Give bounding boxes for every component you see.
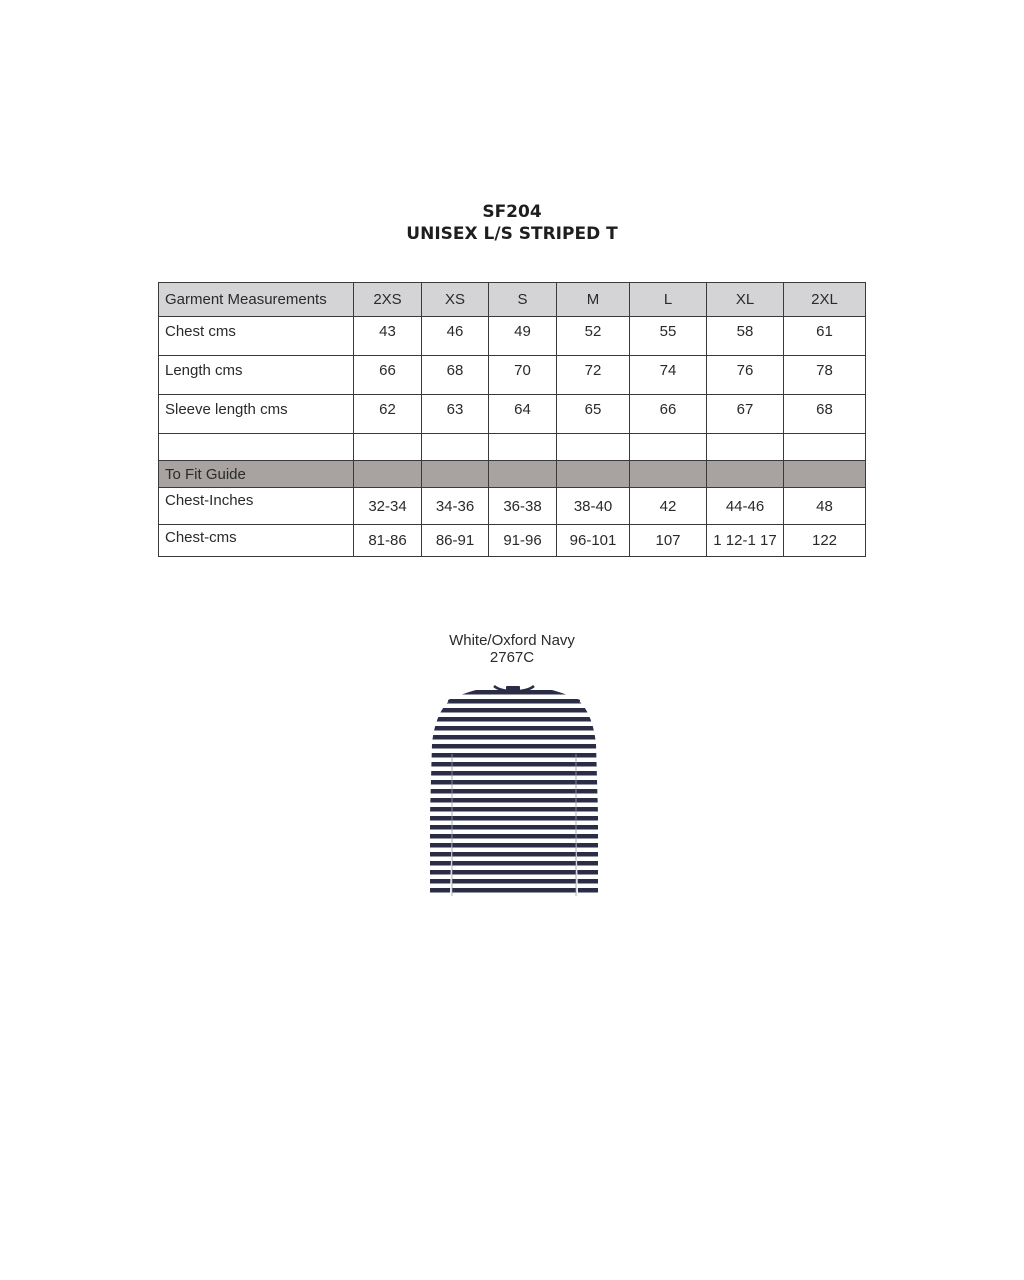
size-header-m: M bbox=[557, 283, 630, 317]
table-header-row bbox=[159, 283, 866, 317]
table-cell: 66 bbox=[630, 395, 707, 434]
product-code: SF204 bbox=[482, 202, 542, 222]
title-block bbox=[0, 201, 1024, 245]
table-cell: 66 bbox=[354, 356, 422, 395]
table-cell: 64 bbox=[489, 395, 557, 434]
table-cell: 49 bbox=[489, 317, 557, 356]
size-header-xl: XL bbox=[707, 283, 784, 317]
to-fit-guide-label: To Fit Guide bbox=[159, 461, 354, 488]
table-cell: 67 bbox=[707, 395, 784, 434]
row-label: Chest-Inches bbox=[159, 488, 354, 525]
size-header-2xs: 2XS bbox=[354, 283, 422, 317]
row-label: Chest-cms bbox=[159, 525, 354, 557]
table-cell: 96-101 bbox=[557, 525, 630, 557]
table-cell-empty bbox=[784, 461, 866, 488]
table-cell-empty bbox=[354, 434, 422, 461]
size-header-l: L bbox=[630, 283, 707, 317]
table-cell-empty bbox=[422, 461, 489, 488]
table-cell: 86-91 bbox=[422, 525, 489, 557]
table-cell-empty bbox=[159, 434, 354, 461]
table-cell: 78 bbox=[784, 356, 866, 395]
row-label: Sleeve length cms bbox=[159, 395, 354, 434]
size-header-xs: XS bbox=[422, 283, 489, 317]
table-spacer-row bbox=[159, 434, 866, 461]
striped-long-sleeve-tshirt-icon bbox=[426, 684, 602, 900]
table-cell: 68 bbox=[784, 395, 866, 434]
size-header-2xl: 2XL bbox=[784, 283, 866, 317]
table-cell: 58 bbox=[707, 317, 784, 356]
table-cell-empty bbox=[707, 461, 784, 488]
table-cell-empty bbox=[784, 434, 866, 461]
table-cell: 32-34 bbox=[354, 488, 422, 525]
table-cell: 1 12-1 17 bbox=[707, 525, 784, 557]
colour-code: 2767C bbox=[489, 649, 535, 666]
table-cell-empty bbox=[630, 434, 707, 461]
colour-caption bbox=[0, 632, 1024, 666]
table-row-chest-cms bbox=[159, 317, 866, 356]
table-cell: 36-38 bbox=[489, 488, 557, 525]
table-cell-empty bbox=[630, 461, 707, 488]
table-cell: 44-46 bbox=[707, 488, 784, 525]
table-cell: 72 bbox=[557, 356, 630, 395]
table-cell-empty bbox=[422, 434, 489, 461]
row-label: Chest cms bbox=[159, 317, 354, 356]
table-cell: 81-86 bbox=[354, 525, 422, 557]
table-cell-empty bbox=[354, 461, 422, 488]
table-cell: 55 bbox=[630, 317, 707, 356]
table-cell: 42 bbox=[630, 488, 707, 525]
table-cell: 61 bbox=[784, 317, 866, 356]
table-row-chest-inches bbox=[159, 488, 866, 525]
table-cell: 34-36 bbox=[422, 488, 489, 525]
size-header-s: S bbox=[489, 283, 557, 317]
colour-name: White/Oxford Navy bbox=[449, 632, 575, 649]
table-row-length-cms bbox=[159, 356, 866, 395]
table-cell-empty bbox=[557, 434, 630, 461]
table-cell: 91-96 bbox=[489, 525, 557, 557]
table-cell-empty bbox=[489, 461, 557, 488]
table-cell: 70 bbox=[489, 356, 557, 395]
size-chart-table bbox=[158, 282, 866, 557]
table-cell: 46 bbox=[422, 317, 489, 356]
table-cell: 63 bbox=[422, 395, 489, 434]
table-row-chest-cms-fit bbox=[159, 525, 866, 557]
table-cell: 48 bbox=[784, 488, 866, 525]
table-cell-empty bbox=[707, 434, 784, 461]
table-cell: 52 bbox=[557, 317, 630, 356]
table-cell: 65 bbox=[557, 395, 630, 434]
table-cell: 68 bbox=[422, 356, 489, 395]
to-fit-guide-row bbox=[159, 461, 866, 488]
row-label: Length cms bbox=[159, 356, 354, 395]
table-cell: 122 bbox=[784, 525, 866, 557]
product-name: UNISEX L/S STRIPED T bbox=[406, 224, 618, 244]
table-cell-empty bbox=[489, 434, 557, 461]
table-cell: 74 bbox=[630, 356, 707, 395]
table-cell: 76 bbox=[707, 356, 784, 395]
table-cell: 43 bbox=[354, 317, 422, 356]
table-cell: 38-40 bbox=[557, 488, 630, 525]
table-cell: 107 bbox=[630, 525, 707, 557]
table-row-sleeve-length-cms bbox=[159, 395, 866, 434]
table-cell: 62 bbox=[354, 395, 422, 434]
table-cell-empty bbox=[557, 461, 630, 488]
garment-measurements-header: Garment Measurements bbox=[159, 283, 354, 317]
